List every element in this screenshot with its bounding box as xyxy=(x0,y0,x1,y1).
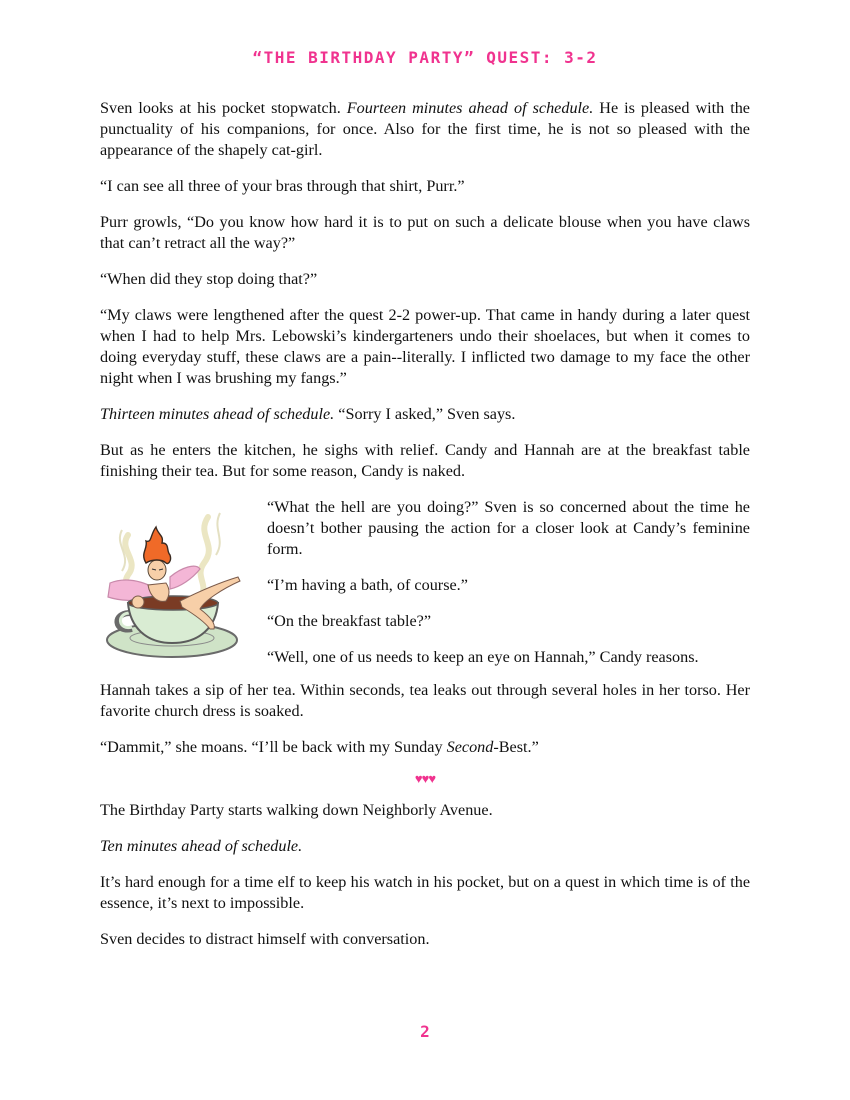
paragraph: “On the breakfast table?” xyxy=(267,612,432,630)
paragraph: Purr growls, “Do you know how hard it is to put on such a delicate blouse when you have claws that can’t retract all the way?” xyxy=(100,213,750,252)
paragraph: Hannah takes a sip of her tea. Within seconds, tea leaks out through several holes in her torso. Her favorite church dress is soaked. xyxy=(100,681,750,720)
paragraph: “Well, one of us needs to keep an eye on Hannah,” Candy reasons. xyxy=(267,648,699,666)
fairy-teacup-illustration xyxy=(100,505,250,665)
paragraph: It’s hard enough for a time elf to keep his watch in his pocket, but on a quest in which time is of the essence, it’s next to impossible. xyxy=(100,873,750,912)
italic-text-run: Thirteen minutes ahead of schedule. xyxy=(100,405,335,423)
text-run: He is pleased with the punctuality of his companions, for once. Also for the first time, he is not so pleased with the appearance of the shapely cat-girl. xyxy=(100,99,750,159)
paragraph: “I can see all three of your bras through that shirt, Purr.” xyxy=(100,177,465,195)
fairy-teacup-icon xyxy=(100,505,250,665)
paragraph xyxy=(100,737,750,758)
page-header-title: “THE BIRTHDAY PARTY” QUEST: 3-2 xyxy=(252,48,598,67)
figure-with-text xyxy=(100,497,750,665)
paragraph: “What the hell are you doing?” Sven is so concerned about the time he doesn’t bother pausing the action for a closer look at Candy’s feminine form. xyxy=(267,498,750,558)
italic-text-run: Ten minutes ahead of schedule. xyxy=(100,837,303,855)
text-run: “Sorry I asked,” Sven says. xyxy=(334,405,516,423)
paragraph: “I’m having a bath, of course.” xyxy=(267,576,468,594)
paragraph: “When did they stop doing that?” xyxy=(100,270,318,288)
italic-text-run: Second xyxy=(446,738,494,756)
text-run: “Dammit,” she moans. “I’ll be back with my Sunday xyxy=(100,738,447,756)
paragraph: Sven decides to distract himself with conversation. xyxy=(100,930,430,948)
paragraph xyxy=(100,836,750,857)
paragraph xyxy=(100,98,750,161)
three-hearts-icon: ♥♥♥ xyxy=(414,771,436,786)
figure-side-text xyxy=(267,497,750,683)
text-run: Sven looks at his pocket stopwatch. xyxy=(100,99,347,117)
text-run: -Best.” xyxy=(493,738,539,756)
paragraph: The Birthday Party starts walking down Neighborly Avenue. xyxy=(100,801,493,819)
paragraph xyxy=(100,404,750,425)
italic-text-run: Fourteen minutes ahead of schedule. xyxy=(346,99,594,117)
paragraph: “My claws were lengthened after the quest 2-2 power-up. That came in handy during a later quest when I had to help Mrs. Lebowski’s kindergarteners undo their shoelaces, but when it comes to doing everyday stuff, these claws are a pain--literally. I inflicted two damage to my face the other night when I was brushing my fangs.” xyxy=(100,306,750,387)
story-body xyxy=(100,98,750,965)
page-number: 2 xyxy=(420,1022,430,1041)
paragraph: But as he enters the kitchen, he sighs with relief. Candy and Hannah are at the breakfast table finishing their tea. But for some reason, Candy is naked. xyxy=(100,441,750,480)
